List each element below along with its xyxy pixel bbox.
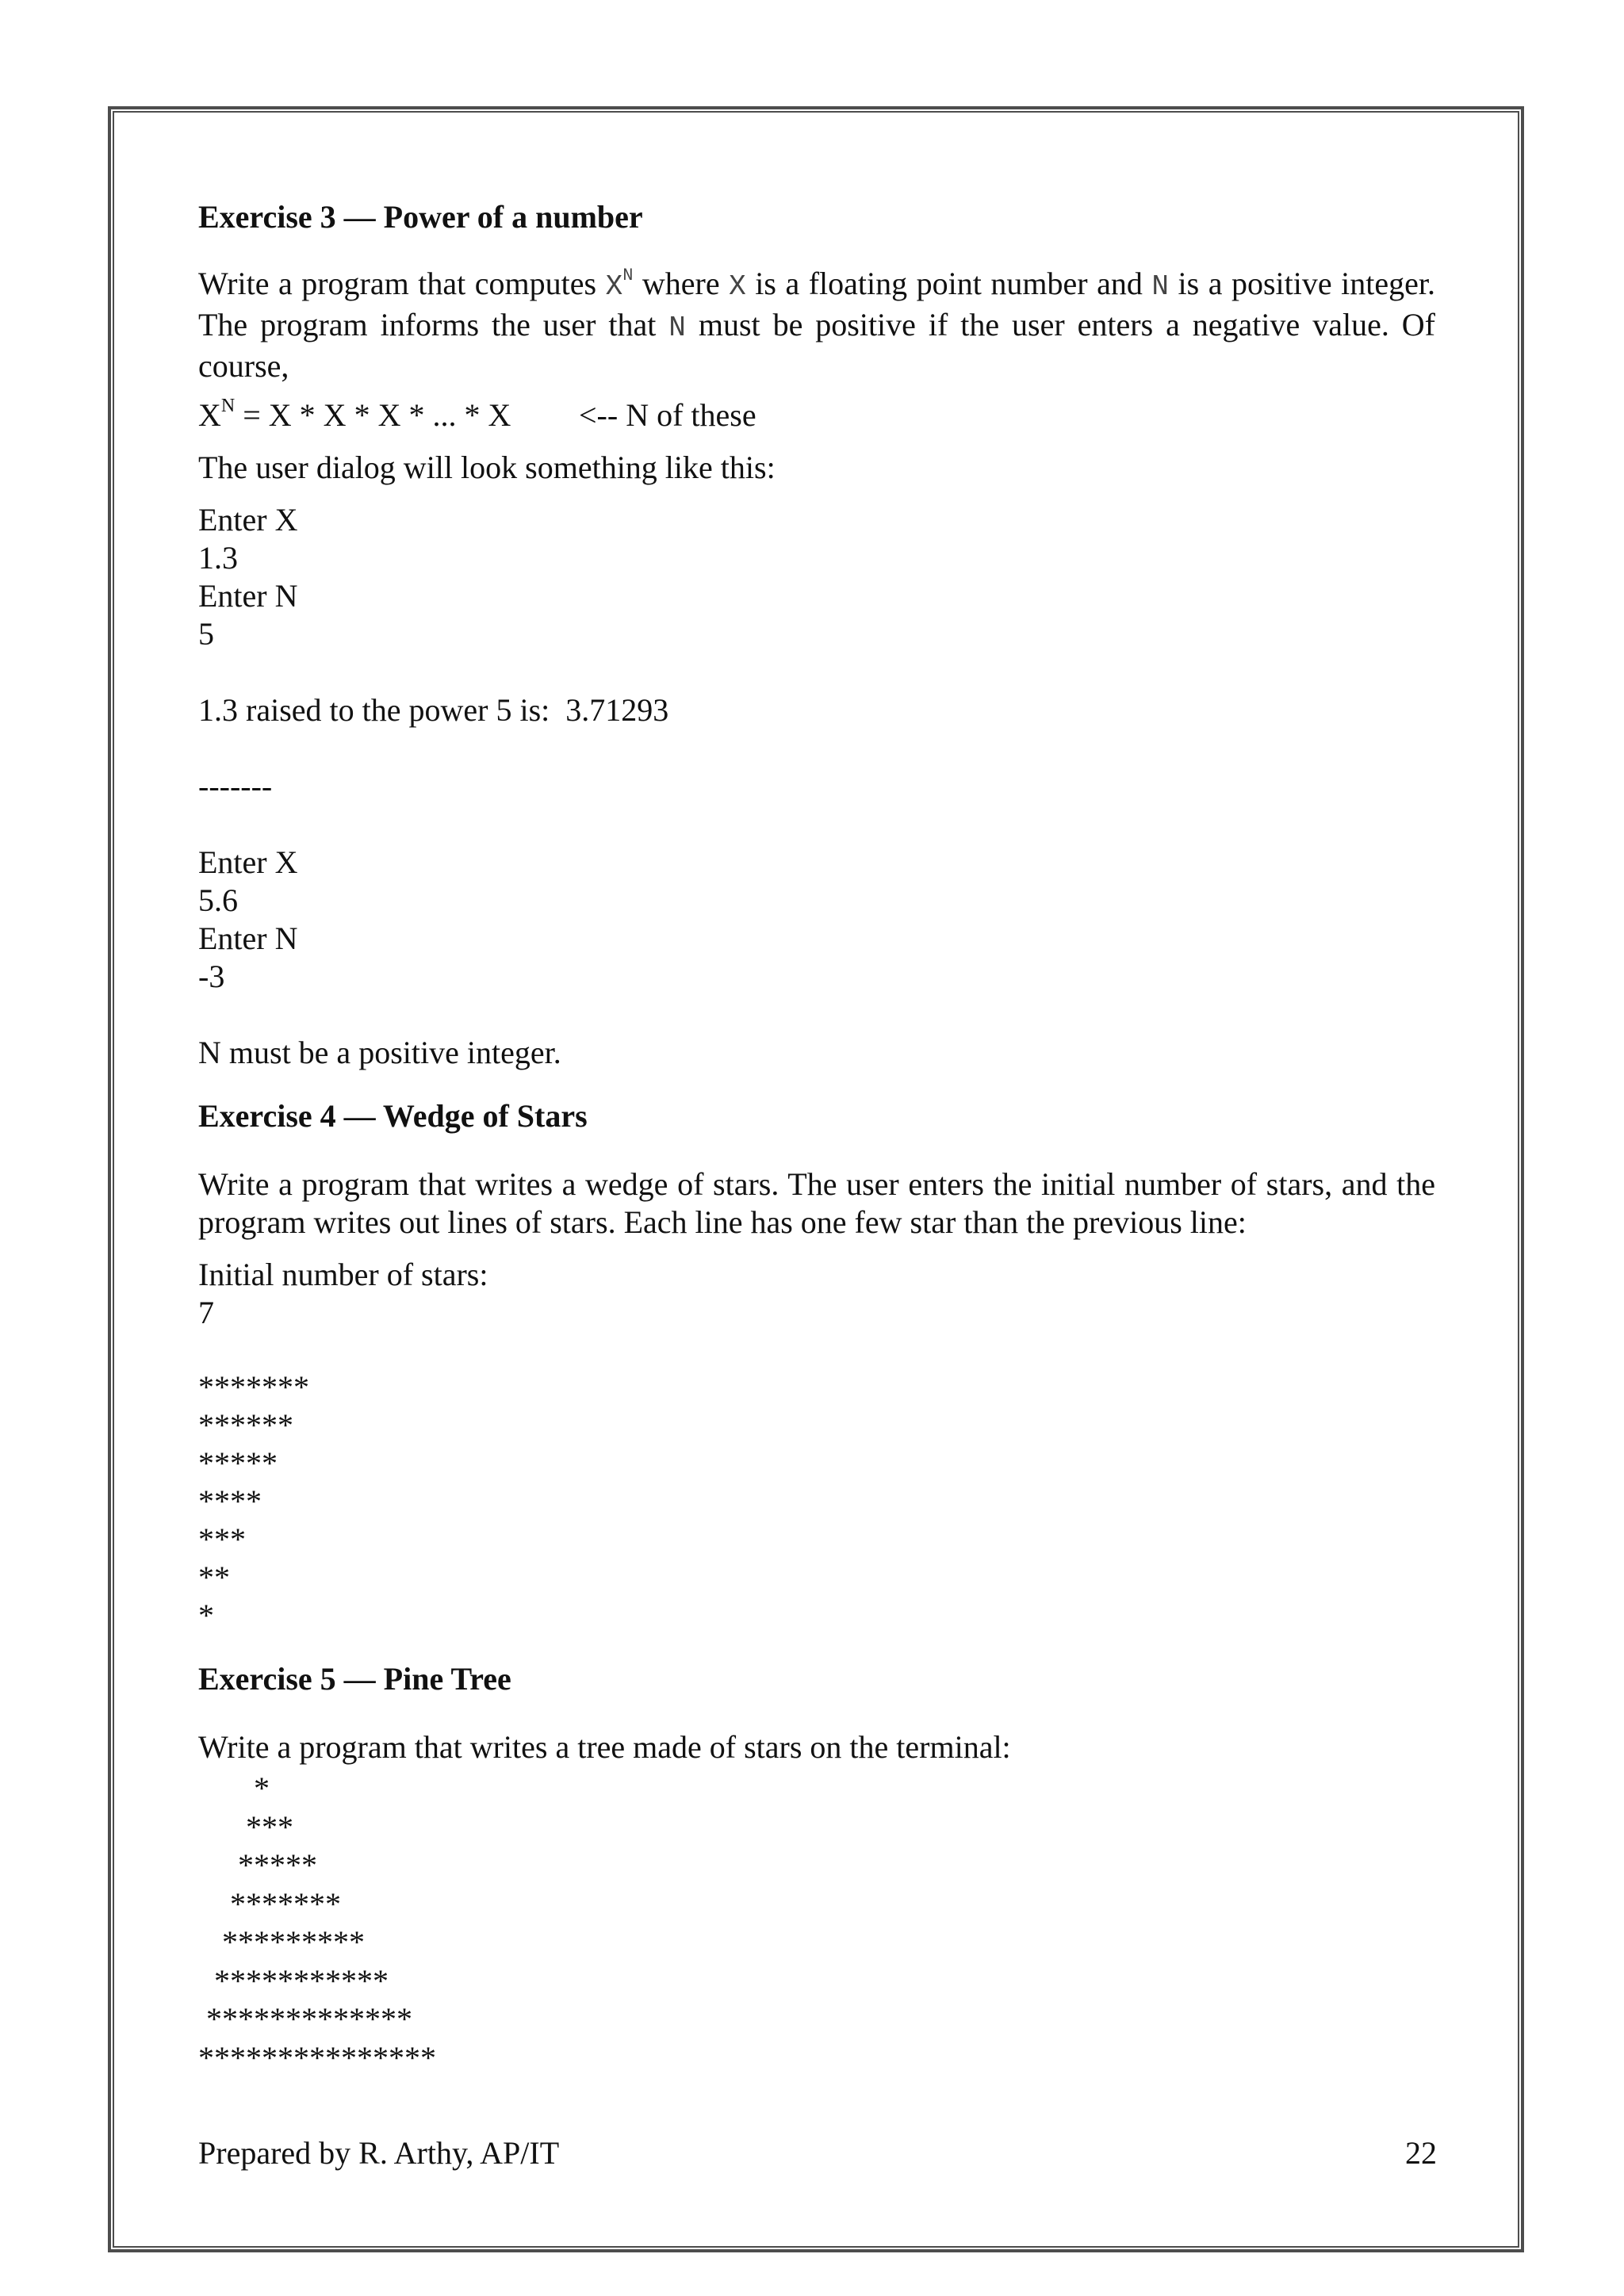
run2-line: Enter X	[198, 844, 298, 880]
dialog-intro: The user dialog will look something like this:	[198, 450, 776, 485]
exercise-5-paragraph: Write a program that writes a tree made of stars on the terminal:	[198, 1729, 1011, 1765]
wedge-prompt: Initial number of stars:	[198, 1257, 488, 1292]
wedge-line: *****	[198, 1445, 278, 1481]
tree-line: *************	[198, 2001, 412, 2037]
tree-line: *******	[198, 1885, 341, 1922]
exercise-5-heading: Exercise 5 — Pine Tree	[198, 1661, 511, 1697]
tree-line: *****	[198, 1847, 317, 1883]
wedge-line: *	[198, 1598, 214, 1633]
wedge-line: ******	[198, 1407, 293, 1443]
exercise-4-heading: Exercise 4 — Wedge of Stars	[198, 1098, 588, 1134]
run1-result: 1.3 raised to the power 5 is: 3.71293	[198, 692, 669, 728]
run2-result: N must be a positive integer.	[198, 1035, 561, 1070]
footer-author: Prepared by R. Arthy, AP/IT	[198, 2135, 560, 2171]
run2-line: 5.6	[198, 882, 238, 918]
page-number: 22	[1405, 2135, 1437, 2171]
wedge-line: *******	[198, 1369, 309, 1405]
tree-line: ***************	[198, 2039, 436, 2076]
run2-line: -3	[198, 959, 225, 994]
exercise-4-paragraph: Write a program that writes a wedge of stars. The user enters the initial number of stars, and the program writes out lines of stars. Each line has one few star than the previous line:	[198, 1166, 1435, 1240]
tree-line: ***********	[198, 1962, 389, 1999]
dialog-separator: -------	[198, 768, 273, 804]
tree-line: *********	[198, 1924, 365, 1960]
wedge-line: **	[198, 1559, 230, 1595]
run1-line: Enter X	[198, 502, 298, 538]
wedge-line: ***	[198, 1521, 246, 1557]
run2-line: Enter N	[198, 920, 298, 956]
pine-tree	[198, 1770, 436, 2077]
power-formula-note: <-- N of these	[579, 397, 756, 433]
tree-line: *	[198, 1770, 270, 1806]
tree-line: ***	[198, 1808, 293, 1845]
run1-line: 5	[198, 616, 214, 652]
exercise-3-heading: Exercise 3 — Power of a number	[198, 199, 643, 235]
run1-line: Enter N	[198, 578, 298, 614]
run1-line: 1.3	[198, 540, 238, 576]
wedge-line: ****	[198, 1483, 262, 1519]
power-formula: $X^N = X * X * X$ * ... * X	[198, 396, 511, 433]
wedge-input: 7	[198, 1295, 214, 1330]
exercise-3-paragraph: Write a program that computes $X^N$ where X is a floating point number and N is a positive integer. The program informs the user that N must be positive if the user enters a negative value. Of course,	[198, 266, 1435, 384]
